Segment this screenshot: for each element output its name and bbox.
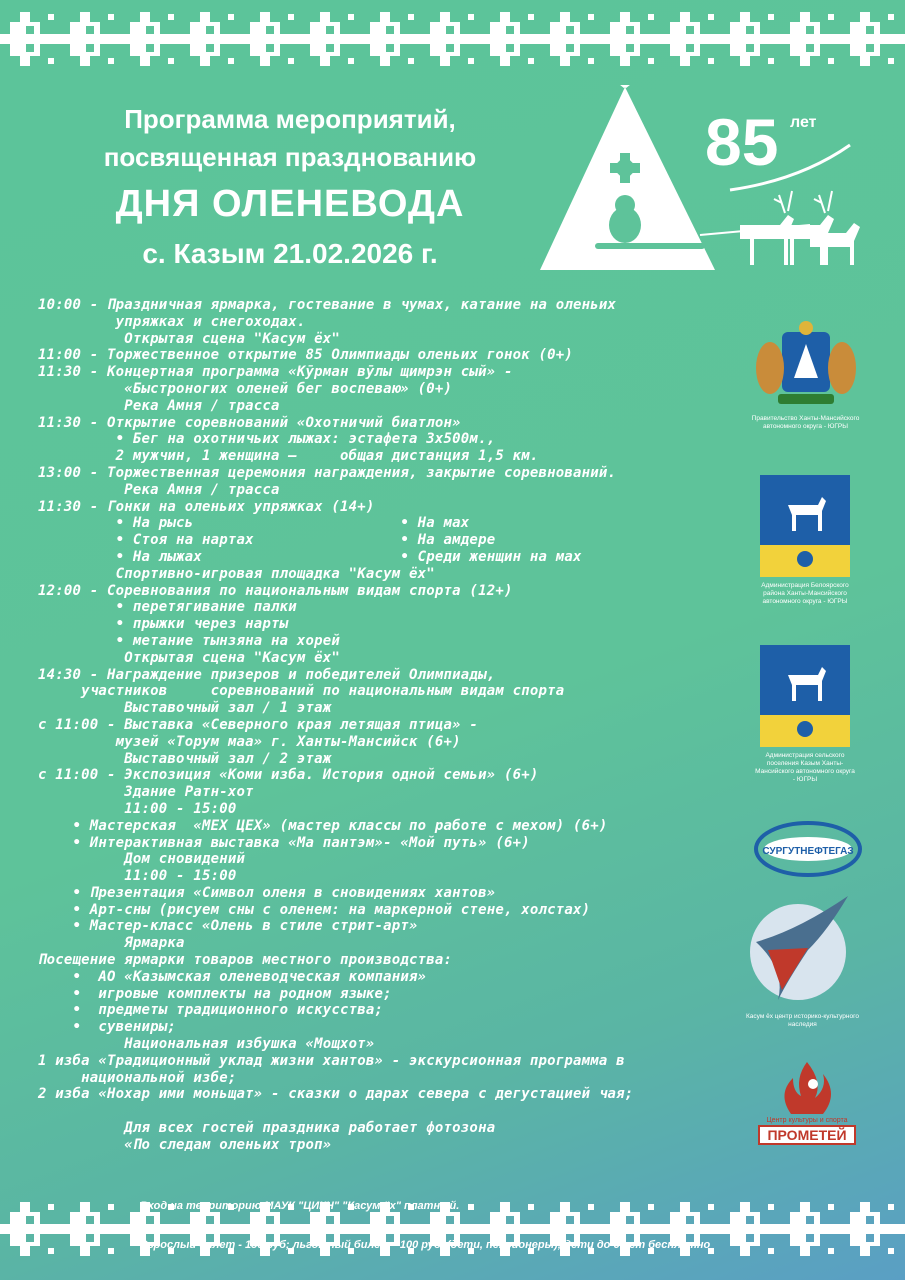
program-line: Для всех гостей праздника работает фотозона bbox=[38, 1120, 496, 1137]
sponsor-surgutneftegaz bbox=[750, 818, 865, 883]
program-line: Дом сновидений bbox=[38, 851, 246, 868]
program-line: упряжках и снегоходах. bbox=[38, 313, 306, 330]
program-line: с 11:00 - Выставка «Северного края летящая птица» - bbox=[38, 716, 479, 733]
program-line: участников соревнований по национальным видам спорта bbox=[38, 683, 565, 700]
program-line: 14:30 - Награждение призеров и победителей Олимпиады, bbox=[38, 666, 496, 683]
surgutneftegaz-label: СУРГУТНЕФТЕГАЗ bbox=[761, 846, 854, 857]
program-line: 11:30 - Открытие соревнований «Охотничий биатлон» bbox=[38, 414, 461, 431]
program-line: 12:00 - Соревнования по национальным видам спорта (12+) bbox=[38, 582, 513, 599]
sponsor-kasum-yokh bbox=[745, 890, 860, 1029]
title-block bbox=[20, 100, 560, 276]
anniversary-number: 85 bbox=[705, 105, 779, 179]
program-line: Национальная избушка «Мощхот» bbox=[38, 1036, 375, 1053]
program-line: Открытая сцена "Касум ёх" bbox=[38, 649, 341, 666]
program-line: Посещение ярмарки товаров местного производства: bbox=[38, 952, 453, 969]
program-line: «По следам оленьих троп» bbox=[38, 1136, 332, 1153]
program-line: 11:00 - 15:00 bbox=[38, 868, 237, 885]
sponsor-beloyarsky bbox=[755, 475, 855, 606]
program-line: • предметы традиционного искусства; bbox=[38, 1002, 384, 1019]
program-line: • Мастер-класс «Олень в стиле стрит-арт» bbox=[38, 918, 418, 935]
prometei-subcaption: Центр культуры и спорта bbox=[766, 1117, 848, 1124]
deer-shield-icon bbox=[760, 645, 850, 747]
program-line: • Бег на охотничьих лыжах: эстафета 3х500м., bbox=[38, 431, 496, 448]
program-line: 1 изба «Традиционный уклад жизни хантов» - экскурсионная программа в bbox=[38, 1052, 625, 1069]
program-line: «Быстроногих оленей бег воспеваю» (0+) bbox=[38, 380, 453, 397]
anniversary-suffix: лет bbox=[790, 114, 817, 131]
program-line: • сувениры; bbox=[38, 1019, 177, 1036]
deer-shield-icon bbox=[760, 475, 850, 577]
program-line: • Презентация «Символ оленя в сновидениях хантов» bbox=[38, 884, 496, 901]
sponsor-government bbox=[748, 318, 863, 431]
program-line: • АО «Казымская оленеводческая компания» bbox=[38, 968, 427, 985]
title-main: ДНЯ ОЛЕНЕВОДА bbox=[115, 183, 465, 225]
title-line-2: посвященная празднованию bbox=[103, 142, 477, 172]
program-line: Выставочный зал / 2 этаж bbox=[38, 750, 332, 767]
place-date: с. Казым 21.02.2026 г. bbox=[142, 238, 438, 269]
program-line: с 11:00 - Экспозиция «Коми изба. История одной семьи» (6+) bbox=[38, 767, 539, 784]
program-line: • Стоя на нартах • На амдере bbox=[38, 532, 496, 549]
program-line: Ярмарка bbox=[38, 935, 185, 952]
program-line: 2 изба «Нохар ими моньщат» - сказки о дарах севера с дегустацией чая; bbox=[38, 1086, 634, 1103]
program-line: Открытая сцена "Касум ёх" bbox=[38, 330, 341, 347]
program-line: 13:00 - Торжественная церемония награждения, закрытие соревнований. bbox=[38, 464, 617, 481]
program-line: Спортивно-игровая площадка "Касум ёх" bbox=[38, 565, 435, 582]
program-line: 2 мужчин, 1 женщина – общая дистанция 1,5 км. bbox=[38, 448, 539, 465]
sponsor-prometei bbox=[752, 1058, 862, 1151]
program-line: • Арт-сны (рисуем сны с оленем: на маркерной стене, холстах) bbox=[38, 901, 591, 918]
bird-logo-icon bbox=[748, 890, 858, 1008]
program-line: 11:30 - Гонки на оленьих упряжках (14+) bbox=[38, 498, 375, 515]
coat-of-arms-icon bbox=[752, 318, 860, 410]
oval-logo-icon bbox=[752, 818, 864, 880]
reindeer-icon bbox=[740, 191, 860, 265]
program-line: 10:00 - Праздничная ярмарка, гостевание в чумах, катание на оленьих bbox=[38, 297, 617, 313]
program-line: • На лыжах • Среди женщин на мах bbox=[38, 548, 582, 565]
sponsor-kasum-yokh-caption: Касум ёх центр историко-культурного наследия bbox=[746, 1013, 859, 1028]
program-line: Выставочный зал / 1 этаж bbox=[38, 700, 332, 717]
prometei-label: ПРОМЕТЕЙ bbox=[767, 1127, 847, 1143]
sponsor-government-caption: Правительство Ханты-Мансийского автономного округа - ЮГРЫ bbox=[751, 415, 860, 430]
program-line: • перетягивание палки bbox=[38, 599, 297, 616]
program-line: 11:00 - 15:00 bbox=[38, 800, 237, 817]
program-line: национальной избе; bbox=[38, 1069, 237, 1086]
bottom-ornament-border bbox=[0, 1190, 905, 1280]
chum-reindeer-illustration bbox=[540, 85, 860, 280]
program-line: • На рысь • На мах bbox=[38, 515, 470, 532]
title-line-1: Программа мероприятий, bbox=[124, 104, 456, 134]
program-line: • Мастерская «МЕХ ЦЕХ» (мастер классы по работе с мехом) (6+) bbox=[38, 817, 608, 834]
top-ornament-border bbox=[0, 0, 905, 78]
program-line: Река Амня / трасса bbox=[38, 481, 280, 498]
program-line: • прыжки через нарты bbox=[38, 616, 289, 633]
program-list bbox=[38, 297, 758, 1154]
program-line: 11:00 - Торжественное открытие 85 Олимпиады оленьих гонок (0+) bbox=[38, 347, 573, 364]
sponsor-kazym bbox=[755, 645, 855, 784]
program-line bbox=[38, 1103, 758, 1120]
program-line: • игровые комплекты на родном языке; bbox=[38, 985, 392, 1002]
program-line: музей «Торум маа» г. Ханты-Мансийск (6+) bbox=[38, 733, 461, 750]
program-line: • Интерактивная выставка «Ма пантэм»- «Мой путь» (6+) bbox=[38, 834, 530, 851]
sponsor-kazym-caption: Администрация сельского поселения Казым Ханты-Мансийского автономного округа - ЮГРЫ bbox=[755, 752, 855, 783]
sponsor-beloyarsky-caption: Администрация Белоярского района Ханты-Мансийского автономного округа - ЮГРЫ bbox=[761, 582, 849, 605]
program-line: Здание Ратн-хот bbox=[38, 784, 254, 801]
program-line: Река Амня / трасса bbox=[38, 397, 280, 414]
program-line: 11:30 - Концертная программа «Кӯрман вӯлы щимрэн сый» - bbox=[38, 364, 513, 381]
flame-logo-icon bbox=[753, 1058, 861, 1148]
program-line: • метание тынзяна на хорей bbox=[38, 632, 341, 649]
